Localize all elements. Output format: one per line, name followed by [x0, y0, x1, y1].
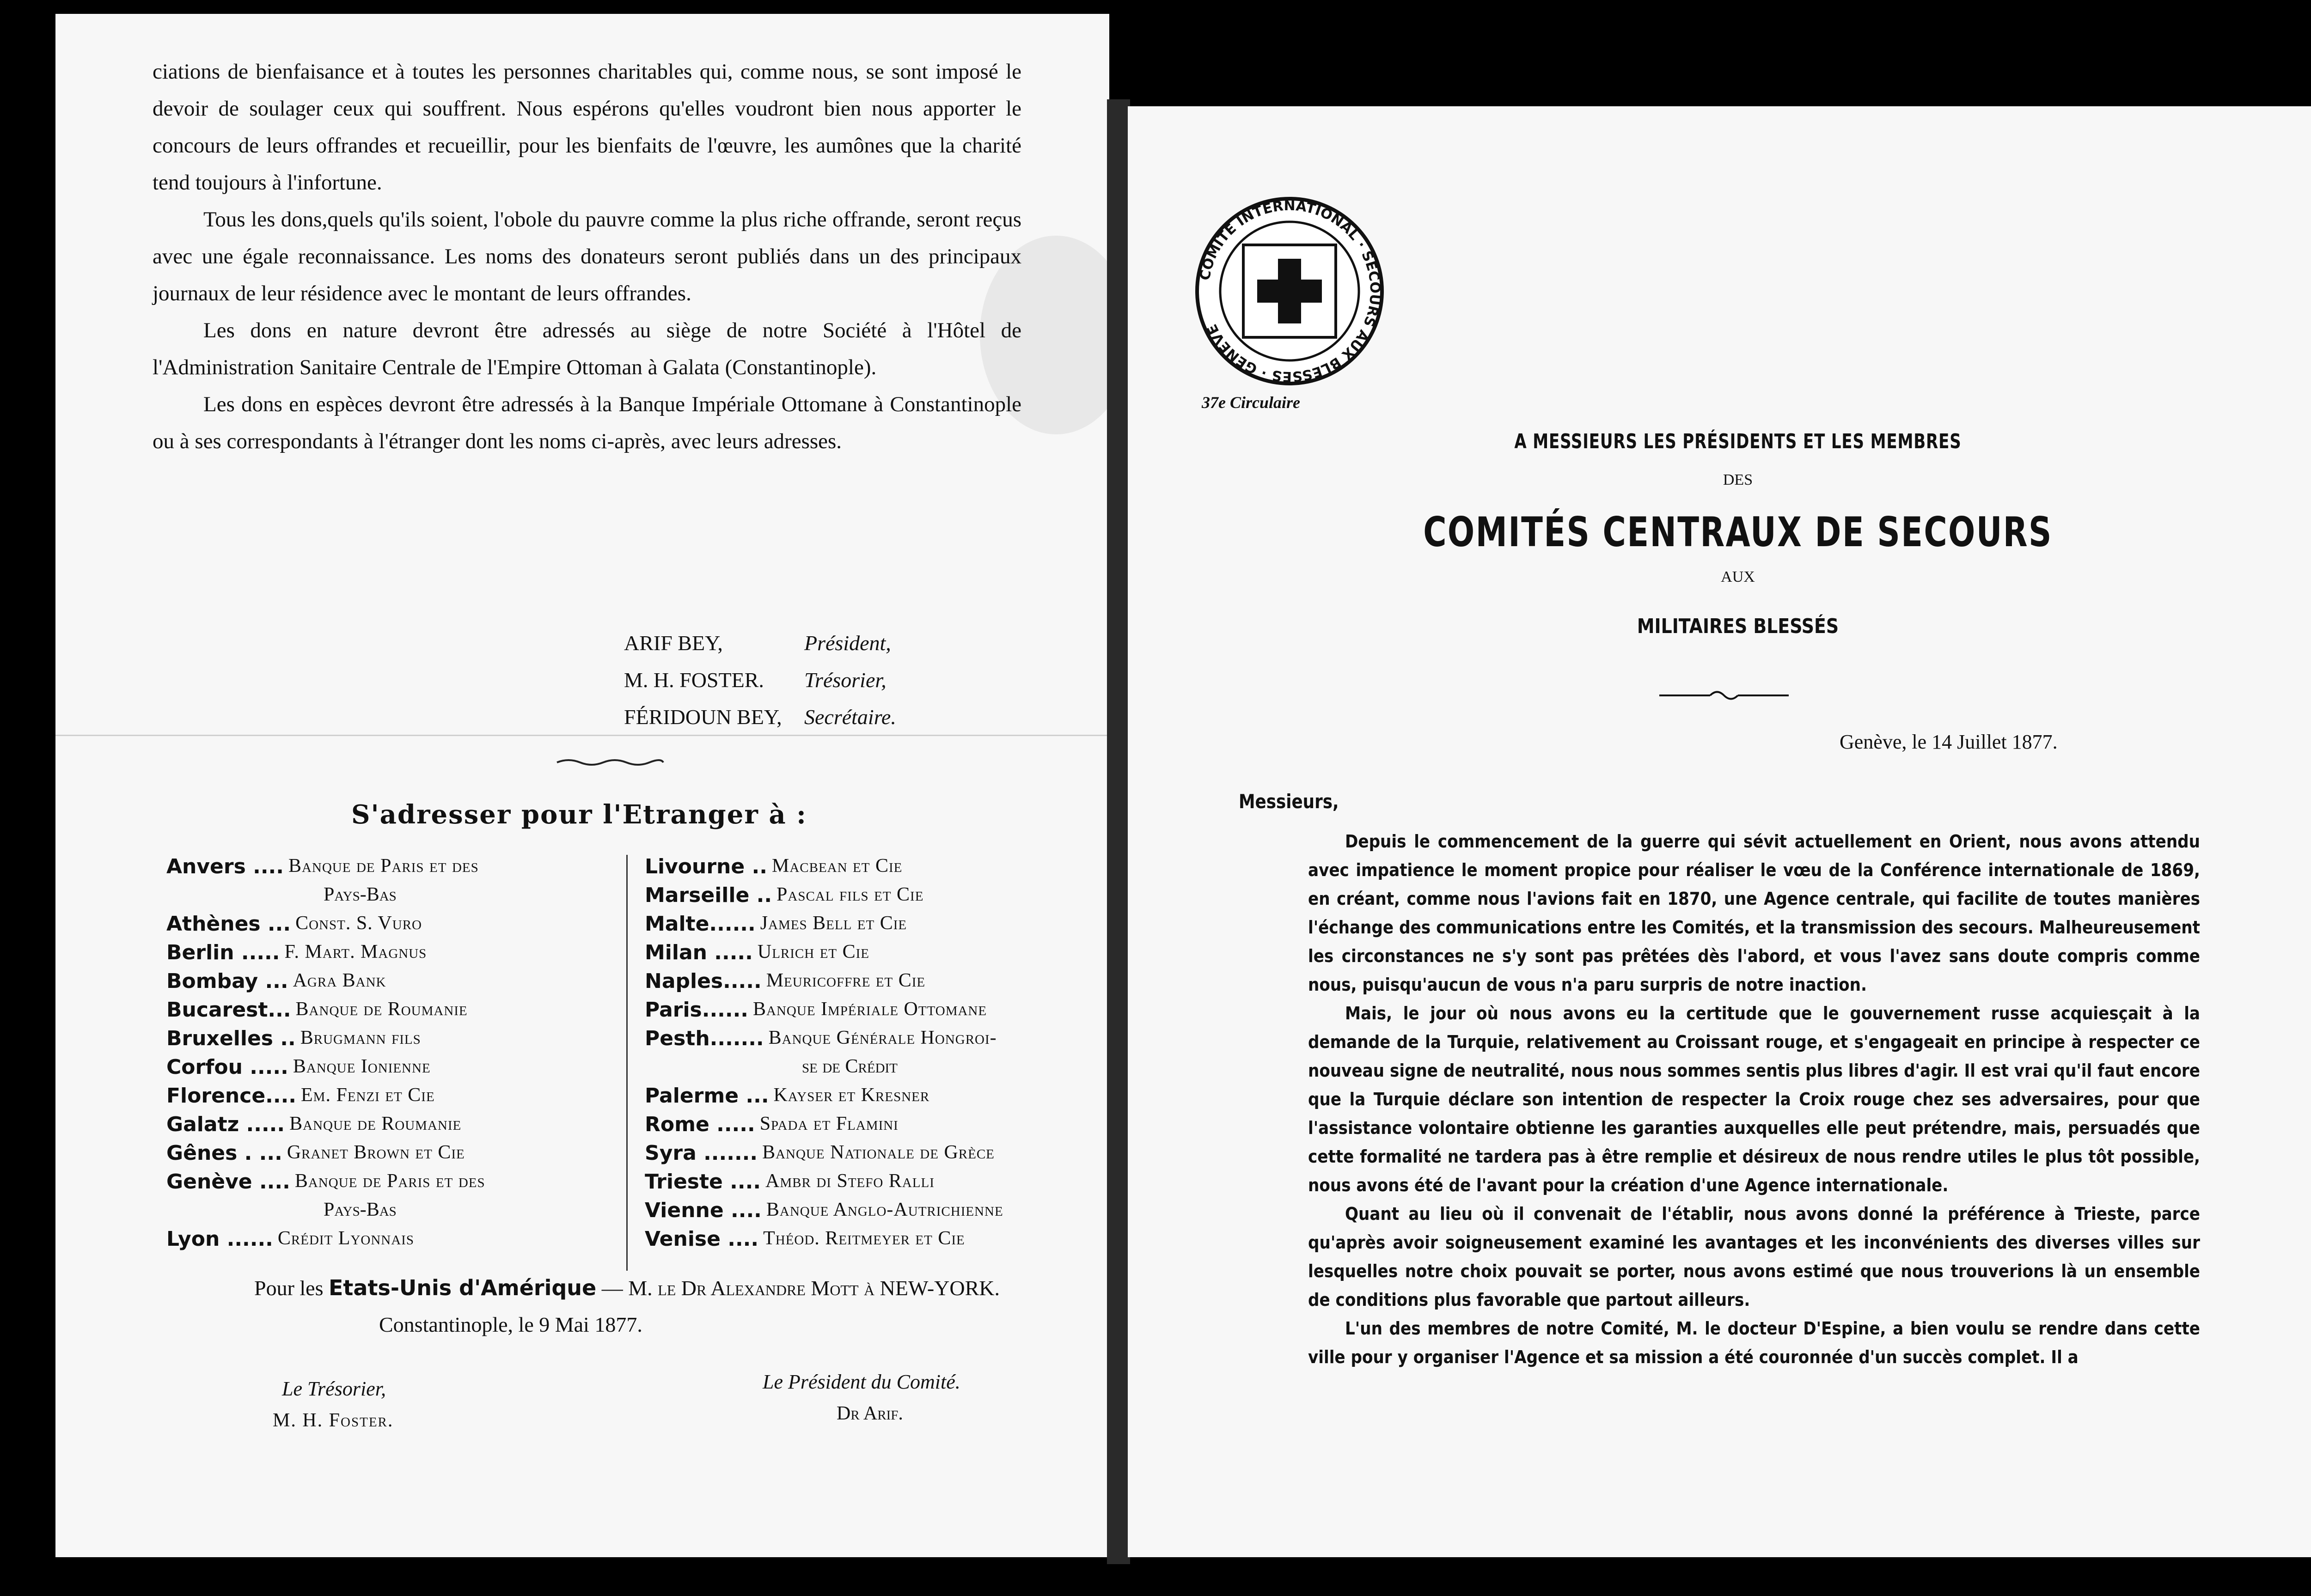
- left-paragraph-2: Tous les dons,quels qu'ils soient, l'obole du pauvre comme la plus riche offrande, seront reçus avec une égale reconnaissance. Les noms des donateurs seront publiés dans un des principaux journaux de leur résidence avec le montant de leurs offrandes.: [153, 207, 1021, 305]
- treasurer-label: Le Trésorier,: [282, 1377, 386, 1400]
- letter-paragraph-1: Depuis le commencement de la guerre qui sévit actuellement en Orient, nous avons attendu avec impatience le moment propice pour réaliser le vœu de la Conférence internationale de 1869, en créant, comme nous l'avions fait en 1870, une Agence centrale, qui facilite de toutes manières l'échange des communications entre les Comités, et la transmission des secours. Malheureusement les circonstances ne s'y sont pas prêtées dès l'abord, et vous l'avez sans doute compris comme nous, puisqu'aucun de vous n'a paru surpris de notre inaction.: [1308, 831, 2200, 995]
- signatory-2: M. H. FOSTER. Trésorier,: [624, 668, 886, 692]
- correspondent-row: [645, 883, 1052, 912]
- salutation: Messieurs,: [1239, 790, 1339, 813]
- correspondent-bank: Const. S. Vuro: [295, 913, 422, 934]
- letter-date: Genève, le 14 Juillet 1877.: [1840, 731, 2058, 753]
- heading-des: DES: [1723, 471, 1753, 488]
- correspondent-bank: Banque Impériale Ottomane: [753, 999, 987, 1020]
- right-page: [1128, 106, 2311, 1557]
- correspondent-bank-continued: se de Crédit: [802, 1056, 898, 1077]
- heading-addressees: A MESSIEURS LES PRÉSIDENTS ET LES MEMBRES: [1514, 430, 1962, 453]
- correspondent-city: Rome .....: [645, 1113, 755, 1136]
- correspondent-bank: Banque de Paris et des: [288, 855, 479, 877]
- correspondent-bank: Banque de Paris et des: [294, 1170, 485, 1192]
- correspondent-city: Gênes . ...: [166, 1141, 282, 1165]
- letter-paragraph-3: Quant au lieu où il convenait de l'établir, nous avons donné la préférence à Trieste, parce qu'après avoir soigneusement examiné les avantages et les inconvénients des diverses villes sur lesquelles notre choix pouvait se porter, nous avons estimé que nous trouverions là un ensemble de conditions plus favorable que partout ailleurs.: [1308, 1204, 2200, 1310]
- correspondent-bank: Spada et Flamini: [759, 1113, 899, 1134]
- correspondent-row: [166, 912, 615, 941]
- treasurer-name: M. H. Foster.: [273, 1410, 394, 1431]
- president-label: Le Président du Comité.: [763, 1371, 960, 1393]
- left-paragraph-3: Les dons en nature devront être adressés au siège de notre Société à l'Hôtel de l'Administration Sanitaire Centrale de l'Empire Ottoman à Galata (Constantinople).: [153, 318, 1021, 379]
- correspondent-city: Syra .......: [645, 1141, 758, 1165]
- correspondent-row: [166, 998, 615, 1027]
- page-edge-shadow: [1107, 99, 1130, 1564]
- correspondent-city: Genève ....: [166, 1170, 290, 1194]
- letter-paragraph-4: L'un des membres de notre Comité, M. le docteur D'Espine, a bien voulu se rendre dans cette ville pour y organiser l'Agence et sa mission a été couronnée d'un succès complet. Il a: [1308, 1318, 2200, 1367]
- circular-number: 37e Circulaire: [1202, 393, 1300, 412]
- correspondent-bank: Banque Ionienne: [293, 1056, 431, 1077]
- correspondent-row: [166, 969, 615, 998]
- correspondent-bank: F. Mart. Magnus: [284, 941, 427, 962]
- correspondent-city: Anvers ....: [166, 855, 284, 878]
- address-title: S'adresser pour l'Etranger à :: [351, 799, 807, 830]
- correspondent-bank: Pascal fils et Cie: [776, 884, 924, 905]
- correspondent-bank: Banque Générale Hongroi-: [768, 1027, 997, 1048]
- correspondent-row: [645, 912, 1052, 941]
- correspondent-row: [645, 941, 1052, 969]
- left-paragraph-4: Les dons en espèces devront être adressés à la Banque Impériale Ottomane à Constantinople ou à ses correspondants à l'étranger dont les noms ci-après, avec leurs adresses.: [153, 392, 1021, 453]
- correspondent-bank: James Bell et Cie: [760, 913, 907, 934]
- correspondent-city: Malte......: [645, 912, 756, 936]
- correspondent-city: Trieste ....: [645, 1170, 761, 1194]
- correspondent-row: [645, 1027, 1052, 1055]
- left-page: [55, 14, 1109, 1557]
- correspondent-city: Berlin .....: [166, 941, 280, 964]
- fold-line: [55, 735, 1109, 736]
- correspondent-bank-continued: Pays-Bas: [324, 884, 397, 905]
- correspondent-city: Pesth.......: [645, 1027, 764, 1050]
- correspondent-city: Athènes ...: [166, 912, 291, 936]
- signatory-3: FÉRIDOUN BEY, Secrétaire.: [624, 705, 896, 729]
- correspondent-bank: Ambr di Stefo Ralli: [765, 1170, 935, 1192]
- place-date: Constantinople, le 9 Mai 1877.: [379, 1313, 642, 1336]
- correspondent-city: Palerme ...: [645, 1084, 769, 1108]
- correspondent-bank: Em. Fenzi et Cie: [301, 1084, 435, 1106]
- correspondent-row: [645, 998, 1052, 1027]
- letter-paragraph-2: Mais, le jour où nous avons eu la certitude que le gouvernement russe acquiesçait à la demande de la Turquie, relativement au Croissant rouge, et s'engageait en principe à respecter ce nouveau signe de neutralité, nous nous sommes sentis plus libres d'agir. Il est vrai qu'il faut encore que la Turquie déclare son intention de respecter la Croix rouge chez ses adversaires, pour que l'assistance volontaire obtienne les garanties auxquelles elle peut prétendre, mais, persuadés que cette formalité ne tardera pas à être remplie et désireux de nous rendre utiles le plus tôt possible, nous avons été de l'avant pour la création d'une Agence internationale.: [1308, 1003, 2200, 1195]
- heading-aux: AUX: [1721, 568, 1755, 585]
- correspondent-row: [645, 1084, 1052, 1113]
- correspondent-row: [645, 1227, 1052, 1256]
- correspondent-bank: Crédit Lyonnais: [277, 1228, 414, 1249]
- correspondent-bank: Kayser et Kresner: [773, 1084, 930, 1106]
- correspondent-bank: Meuricoffre et Cie: [766, 970, 926, 991]
- left-body: [153, 53, 1021, 460]
- correspondent-bank: Brugmann fils: [300, 1027, 421, 1048]
- president-name: Dr Arif.: [837, 1403, 903, 1424]
- correspondent-row: [166, 1055, 615, 1084]
- correspondent-bank: Théod. Reitmeyer et Cie: [763, 1228, 965, 1249]
- correspondent-city: Bucarest...: [166, 998, 291, 1022]
- correspondent-city: Galatz .....: [166, 1113, 285, 1136]
- correspondent-row: [645, 1199, 1052, 1227]
- correspondent-row: [645, 1170, 1052, 1199]
- correspondent-row: [645, 855, 1052, 883]
- left-paragraph-1: ciations de bienfaisance et à toutes les personnes charitables qui, comme nous, se sont imposé le devoir de soulager ceux qui souffrent. Nous espérons qu'elles voudront bien nous apporter le concours de leurs offrandes et recueillir, pour les bienfaits de l'œuvre, les aumônes que la charité tend toujours à l'infortune.: [153, 60, 1021, 195]
- correspondents-column-a: [166, 855, 615, 1256]
- correspondent-city: Vienne ....: [645, 1199, 762, 1222]
- column-divider: [626, 855, 628, 1271]
- correspondent-bank-continued: Pays-Bas: [324, 1199, 397, 1220]
- correspondent-city: Milan .....: [645, 941, 753, 964]
- correspondent-city: Bombay ...: [166, 969, 288, 993]
- heading-main: COMITÉS CENTRAUX DE SECOURS: [1423, 508, 2053, 556]
- correspondent-bank: Banque de Roumanie: [289, 1113, 462, 1134]
- red-cross-emblem-icon: [1192, 194, 1387, 388]
- correspondent-city: Florence....: [166, 1084, 297, 1108]
- correspondent-bank: Banque Anglo-Autrichienne: [766, 1199, 1003, 1220]
- correspondent-bank: Banque de Roumanie: [295, 999, 468, 1020]
- correspondent-row: [645, 1141, 1052, 1170]
- ornament-flourish: [1655, 688, 1793, 702]
- correspondent-city: Naples.....: [645, 969, 762, 993]
- correspondent-row: [166, 855, 615, 883]
- correspondent-bank: Granet Brown et Cie: [287, 1142, 465, 1163]
- correspondents-column-b: [645, 855, 1052, 1256]
- correspondent-row: [166, 1141, 615, 1170]
- correspondent-row: [166, 1227, 615, 1256]
- heading-militaires: MILITAIRES BLESSÉS: [1637, 615, 1839, 638]
- correspondent-row: [166, 941, 615, 969]
- correspondent-city: Livourne ..: [645, 855, 767, 878]
- correspondent-city: Marseille ..: [645, 883, 772, 907]
- svg-text:COMITÉ INTERNATIONAL · SECOURS: COMITÉ INTERNATIONAL · SECOURS AUX BLESSÉS · GENÈVE: [1197, 197, 1383, 385]
- letter-body: [1308, 827, 2200, 1371]
- usa-line: Pour les Etats-Unis d'Amérique — M. le Dr Alexandre Mott à NEW-YORK.: [254, 1275, 1000, 1300]
- correspondent-bank: Ulrich et Cie: [757, 941, 870, 962]
- correspondent-row: [645, 969, 1052, 998]
- ornament-divider: [555, 758, 666, 767]
- correspondent-bank: Macbean et Cie: [771, 855, 903, 877]
- correspondent-row: [166, 1170, 615, 1199]
- correspondent-row: [166, 1113, 615, 1141]
- correspondent-city: Corfou .....: [166, 1055, 288, 1079]
- correspondent-city: Bruxelles ..: [166, 1027, 296, 1050]
- correspondent-city: Lyon ......: [166, 1227, 273, 1251]
- correspondent-city: Venise ....: [645, 1227, 759, 1251]
- correspondent-bank: Agra Bank: [293, 970, 386, 991]
- correspondent-row: [166, 1084, 615, 1113]
- correspondent-row: [166, 1027, 615, 1055]
- signatory-1: ARIF BEY, Président,: [624, 631, 891, 655]
- correspondent-bank: Banque Nationale de Grèce: [762, 1142, 995, 1163]
- correspondent-row: [645, 1113, 1052, 1141]
- correspondent-city: Paris......: [645, 998, 749, 1022]
